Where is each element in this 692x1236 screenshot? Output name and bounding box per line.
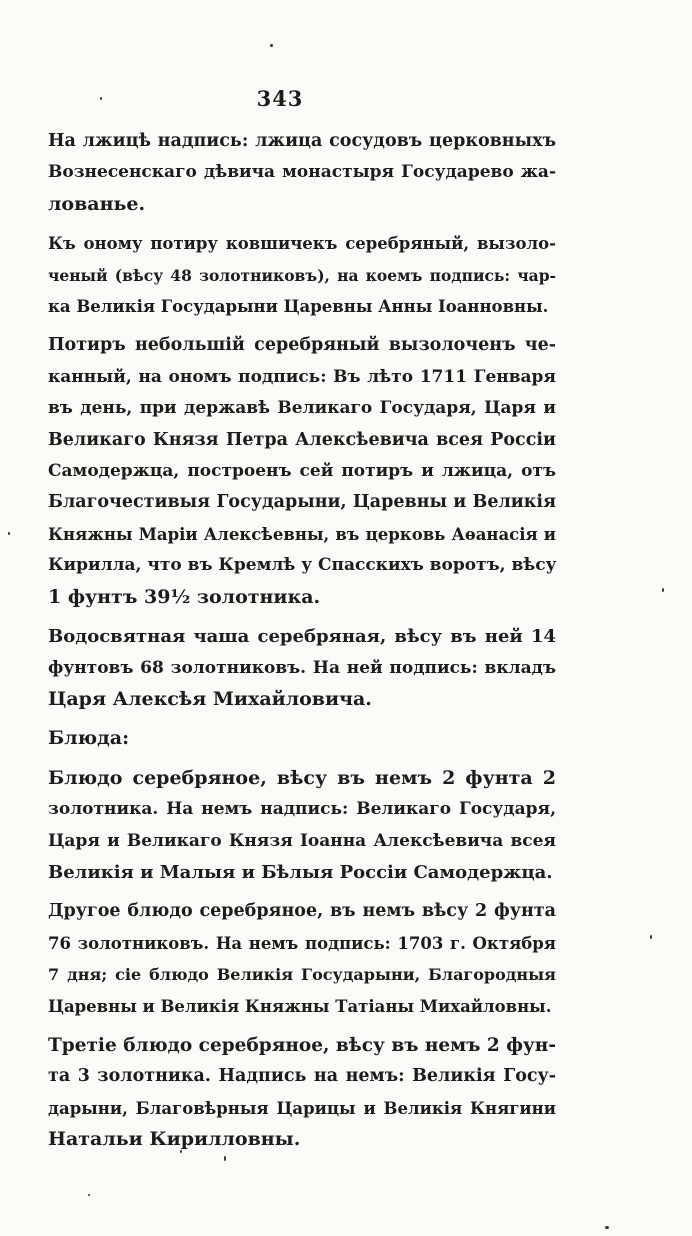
text-line: Водосвятная чаша серебряная, вѣсу въ ней 14 xyxy=(48,626,556,648)
text-line: 7 дня; сіе блюдо Великія Государыни, Благородныя xyxy=(48,965,556,985)
text-line: Блюдо серебряное, вѣсу въ немъ 2 фунта 2 xyxy=(48,766,556,789)
paragraph xyxy=(26,126,556,220)
scan-speck xyxy=(605,1226,609,1229)
text-line: Потиръ небольшій серебряный вызолоченъ че- xyxy=(48,335,556,356)
scan-speck xyxy=(650,935,652,939)
paragraph xyxy=(26,330,556,613)
paragraph xyxy=(26,621,556,715)
scan-speck xyxy=(662,588,664,592)
paragraph xyxy=(26,1030,556,1156)
text-line: Третіе блюдо серебряное, вѣсу въ немъ 2 фун- xyxy=(48,1034,556,1056)
paragraph xyxy=(26,763,556,889)
text-line: Блюда: xyxy=(48,727,130,750)
text-line: На лжицѣ надпись: лжица сосудовъ церковныхъ xyxy=(48,131,556,151)
text-line: ченый (вѣсу 48 золотниковъ), на коемъ подпись: чар- xyxy=(48,265,556,285)
body-text xyxy=(26,126,556,1164)
text-line: Вознесенскаго дѣвича монастыря Государево жа- xyxy=(48,162,556,183)
text-line: та 3 золотника. Надпись на немъ: Великія Госу- xyxy=(48,1066,556,1087)
text-line: 1 фунтъ 39½ золотника. xyxy=(48,585,321,608)
text-line: золотника. На немъ надпись: Великаго Государя, xyxy=(48,799,556,820)
text-line: Великія и Малыя и Бѣлыя Россіи Самодержца. xyxy=(48,861,553,883)
scan-speck xyxy=(8,532,10,535)
text-line: Самодержца, построенъ сей потиръ и лжица, отъ xyxy=(48,461,556,482)
text-line: Царя и Великаго Князя Іоанна Алексѣевича всея xyxy=(48,830,556,851)
text-line: дарыни, Благовѣрныя Царицы и Великія Княгини xyxy=(48,1098,556,1118)
text-line: Благочестивыя Государыни, Царевны и Великія xyxy=(48,492,556,513)
text-line: фунтовъ 68 золотниковъ. На ней подпись: вкладъ xyxy=(48,657,556,678)
text-line: Натальи Кирилловны. xyxy=(48,1128,301,1151)
text-line: Къ оному потиру ковшичекъ серебряный, вызоло- xyxy=(48,234,556,254)
text-line: лованье. xyxy=(48,192,146,215)
scan-speck xyxy=(224,1156,226,1161)
scan-speck xyxy=(88,1194,90,1196)
text-line: канный, на ономъ подпись: Въ лѣто 1711 Генваря xyxy=(48,366,556,387)
text-line: Царевны и Великія Княжны Татіаны Михайловны. xyxy=(48,996,552,1016)
text-line: Другое блюдо серебряное, въ немъ вѣсу 2 фунта xyxy=(48,901,556,922)
scan-speck xyxy=(100,97,102,100)
text-line: Кирилла, что въ Кремлѣ у Спасскихъ воротъ, вѣсу xyxy=(48,555,557,576)
text-line: 76 золотниковъ. На немъ подпись: 1703 г. Октября xyxy=(48,933,556,953)
scan-speck xyxy=(270,44,273,47)
text-line: Княжны Маріи Алексѣевны, въ церковь Аѳанасія и xyxy=(48,524,556,544)
text-line: Великаго Князя Петра Алексѣевича всея Россіи xyxy=(48,429,556,450)
paragraph xyxy=(26,896,556,1022)
scan-speck xyxy=(180,1150,182,1153)
page-number: 343 xyxy=(256,86,304,111)
section-heading xyxy=(26,723,556,754)
text-line: Царя Алексѣя Михайловича. xyxy=(48,687,372,710)
paragraph xyxy=(26,228,556,322)
text-line: въ день, при державѣ Великаго Государя, Царя и xyxy=(48,398,556,419)
text-line: ка Великія Государыни Царевны Анны Іоанновны. xyxy=(48,297,549,317)
